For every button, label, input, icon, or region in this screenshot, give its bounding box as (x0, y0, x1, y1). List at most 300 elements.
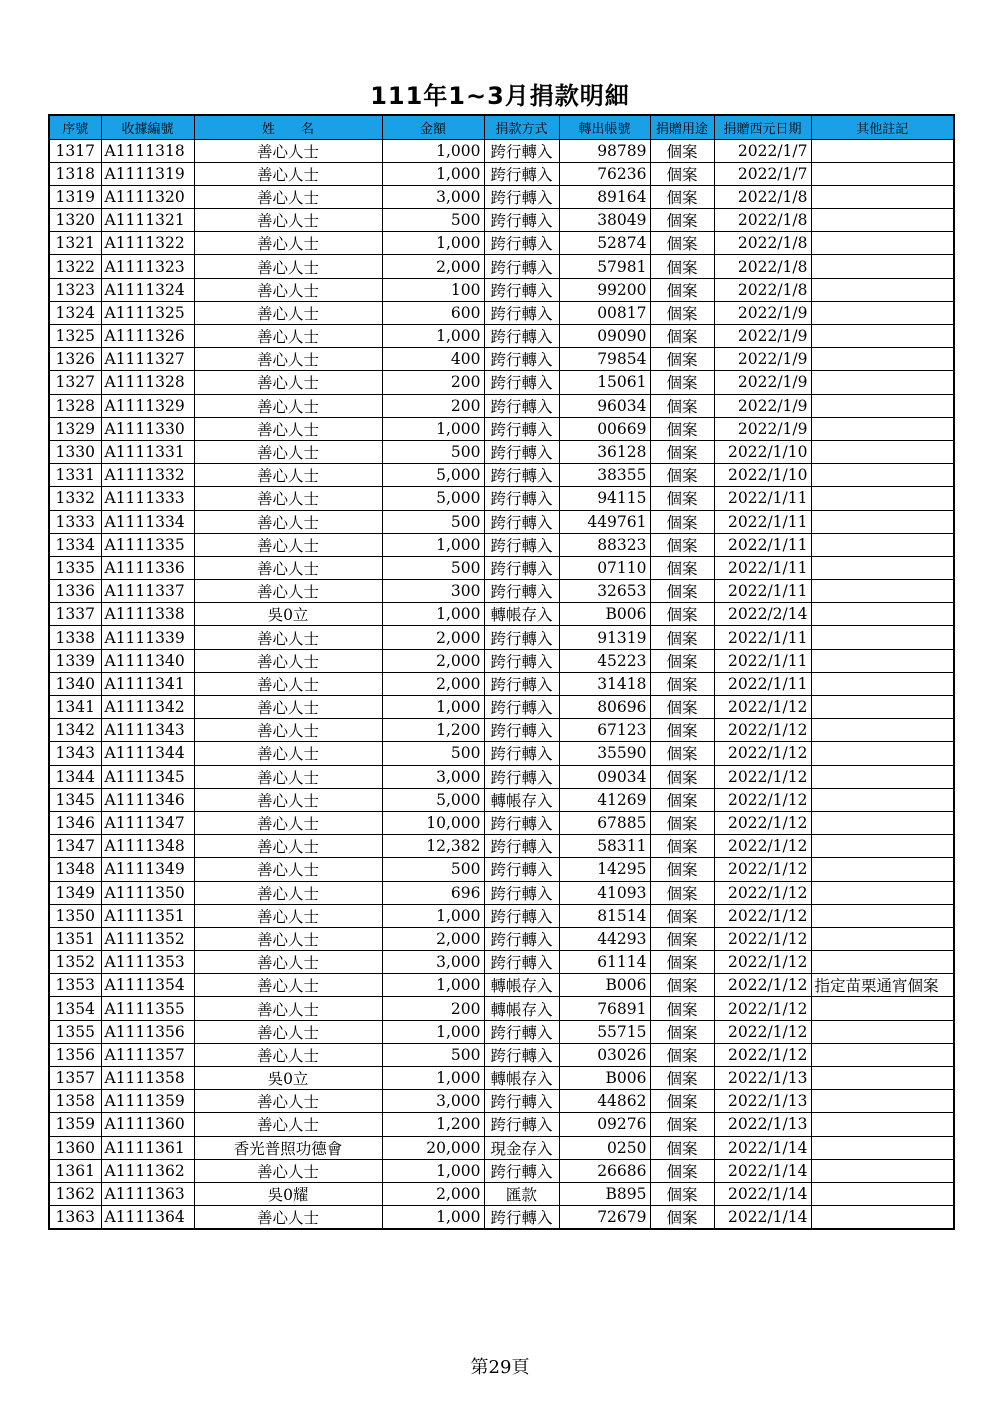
account-cell: 38355 (559, 464, 650, 487)
purpose-cell: 個案 (650, 348, 714, 371)
receipt-no-cell: A1111364 (101, 1206, 194, 1230)
table-row (49, 580, 954, 603)
date-cell: 2022/1/9 (714, 371, 811, 394)
amount-cell: 1,000 (382, 533, 484, 556)
purpose-cell: 個案 (650, 927, 714, 950)
receipt-no-cell: A1111350 (101, 881, 194, 904)
serial-cell: 1341 (49, 696, 101, 719)
date-cell: 2022/1/13 (714, 1113, 811, 1136)
name-cell: 善心人士 (194, 394, 382, 417)
name-cell: 善心人士 (194, 742, 382, 765)
table-row (49, 974, 954, 997)
table-row (49, 487, 954, 510)
amount-cell: 20,000 (382, 1136, 484, 1159)
amount-cell: 500 (382, 440, 484, 463)
account-cell: 00669 (559, 417, 650, 440)
receipt-no-cell: A1111323 (101, 255, 194, 278)
method-cell: 跨行轉入 (484, 1020, 559, 1043)
amount-cell: 1,000 (382, 974, 484, 997)
purpose-cell: 個案 (650, 417, 714, 440)
account-cell: 99200 (559, 278, 650, 301)
account-cell: 00817 (559, 301, 650, 324)
table-row (49, 811, 954, 834)
receipt-no-cell: A1111358 (101, 1067, 194, 1090)
method-cell: 轉帳存入 (484, 1067, 559, 1090)
amount-cell: 2,000 (382, 649, 484, 672)
receipt-no-cell: A1111356 (101, 1020, 194, 1043)
date-cell: 2022/1/14 (714, 1159, 811, 1182)
header-notes: 其他註記 (811, 115, 954, 139)
date-cell: 2022/1/11 (714, 556, 811, 579)
method-cell: 跨行轉入 (484, 394, 559, 417)
note-cell (811, 997, 954, 1020)
amount-cell: 12,382 (382, 835, 484, 858)
date-cell: 2022/1/13 (714, 1090, 811, 1113)
date-cell: 2022/1/8 (714, 185, 811, 208)
name-cell: 香光普照功德會 (194, 1136, 382, 1159)
receipt-no-cell: A1111361 (101, 1136, 194, 1159)
purpose-cell: 個案 (650, 232, 714, 255)
method-cell: 跨行轉入 (484, 556, 559, 579)
purpose-cell: 個案 (650, 951, 714, 974)
receipt-no-cell: A1111325 (101, 301, 194, 324)
note-cell (811, 927, 954, 950)
method-cell: 跨行轉入 (484, 1043, 559, 1066)
table-row (49, 1182, 954, 1205)
purpose-cell: 個案 (650, 1206, 714, 1230)
table-header-row (49, 115, 954, 139)
serial-cell: 1347 (49, 835, 101, 858)
purpose-cell: 個案 (650, 696, 714, 719)
header-account: 轉出帳號 (559, 115, 650, 139)
method-cell: 跨行轉入 (484, 301, 559, 324)
receipt-no-cell: A1111347 (101, 811, 194, 834)
date-cell: 2022/1/8 (714, 209, 811, 232)
name-cell: 善心人士 (194, 440, 382, 463)
name-cell: 善心人士 (194, 162, 382, 185)
serial-cell: 1319 (49, 185, 101, 208)
date-cell: 2022/1/8 (714, 278, 811, 301)
serial-cell: 1338 (49, 626, 101, 649)
date-cell: 2022/1/12 (714, 1043, 811, 1066)
serial-cell: 1323 (49, 278, 101, 301)
receipt-no-cell: A1111343 (101, 719, 194, 742)
method-cell: 轉帳存入 (484, 997, 559, 1020)
method-cell: 跨行轉入 (484, 626, 559, 649)
donation-table (48, 114, 955, 1230)
serial-cell: 1352 (49, 951, 101, 974)
account-cell: B895 (559, 1182, 650, 1205)
receipt-no-cell: A1111352 (101, 927, 194, 950)
purpose-cell: 個案 (650, 626, 714, 649)
purpose-cell: 個案 (650, 1159, 714, 1182)
account-cell: 38049 (559, 209, 650, 232)
method-cell: 跨行轉入 (484, 325, 559, 348)
table-row (49, 1020, 954, 1043)
receipt-no-cell: A1111337 (101, 580, 194, 603)
note-cell (811, 1067, 954, 1090)
purpose-cell: 個案 (650, 765, 714, 788)
name-cell: 善心人士 (194, 510, 382, 533)
amount-cell: 5,000 (382, 464, 484, 487)
name-cell: 善心人士 (194, 1113, 382, 1136)
table-row (49, 742, 954, 765)
account-cell: 14295 (559, 858, 650, 881)
serial-cell: 1332 (49, 487, 101, 510)
purpose-cell: 個案 (650, 1067, 714, 1090)
method-cell: 跨行轉入 (484, 649, 559, 672)
serial-cell: 1355 (49, 1020, 101, 1043)
table-row (49, 1159, 954, 1182)
date-cell: 2022/1/9 (714, 394, 811, 417)
receipt-no-cell: A1111339 (101, 626, 194, 649)
date-cell: 2022/1/11 (714, 510, 811, 533)
amount-cell: 3,000 (382, 1090, 484, 1113)
receipt-no-cell: A1111328 (101, 371, 194, 394)
receipt-no-cell: A1111348 (101, 835, 194, 858)
receipt-no-cell: A1111353 (101, 951, 194, 974)
table-row (49, 348, 954, 371)
method-cell: 跨行轉入 (484, 348, 559, 371)
purpose-cell: 個案 (650, 464, 714, 487)
name-cell: 善心人士 (194, 487, 382, 510)
purpose-cell: 個案 (650, 255, 714, 278)
table-row (49, 696, 954, 719)
receipt-no-cell: A1111346 (101, 788, 194, 811)
header-date: 捐贈西元日期 (714, 115, 811, 139)
amount-cell: 1,000 (382, 417, 484, 440)
amount-cell: 3,000 (382, 951, 484, 974)
receipt-no-cell: A1111324 (101, 278, 194, 301)
account-cell: 32653 (559, 580, 650, 603)
name-cell: 善心人士 (194, 1043, 382, 1066)
purpose-cell: 個案 (650, 1020, 714, 1043)
receipt-no-cell: A1111318 (101, 139, 194, 162)
serial-cell: 1328 (49, 394, 101, 417)
note-cell: 指定苗栗通宵個案 (811, 974, 954, 997)
receipt-no-cell: A1111326 (101, 325, 194, 348)
purpose-cell: 個案 (650, 556, 714, 579)
table-row (49, 904, 954, 927)
amount-cell: 1,000 (382, 1159, 484, 1182)
receipt-no-cell: A1111336 (101, 556, 194, 579)
name-cell: 善心人士 (194, 858, 382, 881)
method-cell: 跨行轉入 (484, 904, 559, 927)
serial-cell: 1334 (49, 533, 101, 556)
table-row (49, 325, 954, 348)
purpose-cell: 個案 (650, 301, 714, 324)
note-cell (811, 1206, 954, 1230)
note-cell (811, 255, 954, 278)
account-cell: 15061 (559, 371, 650, 394)
account-cell: 67885 (559, 811, 650, 834)
amount-cell: 500 (382, 209, 484, 232)
account-cell: 41093 (559, 881, 650, 904)
note-cell (811, 232, 954, 255)
serial-cell: 1325 (49, 325, 101, 348)
receipt-no-cell: A1111341 (101, 672, 194, 695)
table-row (49, 997, 954, 1020)
serial-cell: 1322 (49, 255, 101, 278)
table-row (49, 1113, 954, 1136)
account-cell: 88323 (559, 533, 650, 556)
method-cell: 跨行轉入 (484, 1090, 559, 1113)
page-title: 111年1~3月捐款明細 (370, 82, 630, 110)
table-row (49, 533, 954, 556)
date-cell: 2022/1/9 (714, 301, 811, 324)
name-cell: 善心人士 (194, 1020, 382, 1043)
purpose-cell: 個案 (650, 974, 714, 997)
table-row (49, 301, 954, 324)
account-cell: 61114 (559, 951, 650, 974)
amount-cell: 3,000 (382, 185, 484, 208)
note-cell (811, 835, 954, 858)
name-cell: 善心人士 (194, 765, 382, 788)
name-cell: 善心人士 (194, 927, 382, 950)
purpose-cell: 個案 (650, 1043, 714, 1066)
account-cell: 31418 (559, 672, 650, 695)
purpose-cell: 個案 (650, 858, 714, 881)
purpose-cell: 個案 (650, 904, 714, 927)
date-cell: 2022/1/11 (714, 533, 811, 556)
account-cell: 98789 (559, 139, 650, 162)
account-cell: 80696 (559, 696, 650, 719)
note-cell (811, 1090, 954, 1113)
note-cell (811, 811, 954, 834)
name-cell: 善心人士 (194, 580, 382, 603)
receipt-no-cell: A1111344 (101, 742, 194, 765)
note-cell (811, 510, 954, 533)
amount-cell: 300 (382, 580, 484, 603)
note-cell (811, 719, 954, 742)
note-cell (811, 1113, 954, 1136)
table-row (49, 417, 954, 440)
note-cell (811, 951, 954, 974)
purpose-cell: 個案 (650, 1182, 714, 1205)
account-cell: 26686 (559, 1159, 650, 1182)
date-cell: 2022/1/10 (714, 440, 811, 463)
name-cell: 善心人士 (194, 209, 382, 232)
note-cell (811, 788, 954, 811)
name-cell: 善心人士 (194, 301, 382, 324)
table-row (49, 510, 954, 533)
account-cell: 96034 (559, 394, 650, 417)
method-cell: 跨行轉入 (484, 858, 559, 881)
serial-cell: 1349 (49, 881, 101, 904)
account-cell: 44862 (559, 1090, 650, 1113)
account-cell: 36128 (559, 440, 650, 463)
account-cell: 09090 (559, 325, 650, 348)
amount-cell: 2,000 (382, 1182, 484, 1205)
serial-cell: 1360 (49, 1136, 101, 1159)
method-cell: 跨行轉入 (484, 533, 559, 556)
name-cell: 善心人士 (194, 672, 382, 695)
receipt-no-cell: A1111320 (101, 185, 194, 208)
amount-cell: 5,000 (382, 487, 484, 510)
name-cell: 善心人士 (194, 255, 382, 278)
table-row (49, 672, 954, 695)
note-cell (811, 881, 954, 904)
table-row (49, 464, 954, 487)
amount-cell: 1,200 (382, 1113, 484, 1136)
serial-cell: 1330 (49, 440, 101, 463)
amount-cell: 500 (382, 510, 484, 533)
note-cell (811, 1043, 954, 1066)
date-cell: 2022/1/13 (714, 1067, 811, 1090)
table-row (49, 139, 954, 162)
table-row (49, 1090, 954, 1113)
note-cell (811, 1020, 954, 1043)
account-cell: B006 (559, 1067, 650, 1090)
receipt-no-cell: A1111322 (101, 232, 194, 255)
method-cell: 跨行轉入 (484, 1113, 559, 1136)
purpose-cell: 個案 (650, 139, 714, 162)
table-row (49, 881, 954, 904)
account-cell: B006 (559, 603, 650, 626)
table-row (49, 278, 954, 301)
date-cell: 2022/1/14 (714, 1136, 811, 1159)
account-cell: 44293 (559, 927, 650, 950)
method-cell: 跨行轉入 (484, 139, 559, 162)
note-cell (811, 580, 954, 603)
account-cell: 67123 (559, 719, 650, 742)
name-cell: 善心人士 (194, 951, 382, 974)
date-cell: 2022/1/12 (714, 835, 811, 858)
serial-cell: 1335 (49, 556, 101, 579)
account-cell: 72679 (559, 1206, 650, 1230)
date-cell: 2022/1/12 (714, 974, 811, 997)
serial-cell: 1363 (49, 1206, 101, 1230)
note-cell (811, 626, 954, 649)
serial-cell: 1348 (49, 858, 101, 881)
date-cell: 2022/1/12 (714, 788, 811, 811)
account-cell: 94115 (559, 487, 650, 510)
name-cell: 善心人士 (194, 278, 382, 301)
note-cell (811, 278, 954, 301)
serial-cell: 1326 (49, 348, 101, 371)
amount-cell: 2,000 (382, 672, 484, 695)
serial-cell: 1329 (49, 417, 101, 440)
date-cell: 2022/1/7 (714, 162, 811, 185)
table-row (49, 232, 954, 255)
note-cell (811, 487, 954, 510)
date-cell: 2022/1/14 (714, 1182, 811, 1205)
table-row (49, 626, 954, 649)
amount-cell: 1,200 (382, 719, 484, 742)
purpose-cell: 個案 (650, 533, 714, 556)
header-name: 姓 名 (194, 115, 382, 139)
amount-cell: 2,000 (382, 927, 484, 950)
receipt-no-cell: A1111351 (101, 904, 194, 927)
amount-cell: 696 (382, 881, 484, 904)
amount-cell: 1,000 (382, 904, 484, 927)
account-cell: B006 (559, 974, 650, 997)
purpose-cell: 個案 (650, 1113, 714, 1136)
receipt-no-cell: A1111345 (101, 765, 194, 788)
method-cell: 跨行轉入 (484, 209, 559, 232)
note-cell (811, 672, 954, 695)
amount-cell: 1,000 (382, 1020, 484, 1043)
purpose-cell: 個案 (650, 440, 714, 463)
serial-cell: 1354 (49, 997, 101, 1020)
table-row (49, 209, 954, 232)
note-cell (811, 417, 954, 440)
name-cell: 善心人士 (194, 626, 382, 649)
header-method: 捐款方式 (484, 115, 559, 139)
serial-cell: 1336 (49, 580, 101, 603)
date-cell: 2022/1/9 (714, 417, 811, 440)
receipt-no-cell: A1111334 (101, 510, 194, 533)
name-cell: 善心人士 (194, 719, 382, 742)
receipt-no-cell: A1111335 (101, 533, 194, 556)
account-cell: 57981 (559, 255, 650, 278)
receipt-no-cell: A1111329 (101, 394, 194, 417)
date-cell: 2022/1/11 (714, 580, 811, 603)
serial-cell: 1353 (49, 974, 101, 997)
name-cell: 善心人士 (194, 649, 382, 672)
table-row (49, 440, 954, 463)
note-cell (811, 765, 954, 788)
amount-cell: 2,000 (382, 255, 484, 278)
method-cell: 跨行轉入 (484, 719, 559, 742)
receipt-no-cell: A1111332 (101, 464, 194, 487)
note-cell (811, 139, 954, 162)
date-cell: 2022/1/12 (714, 927, 811, 950)
note-cell (811, 185, 954, 208)
amount-cell: 500 (382, 742, 484, 765)
table-row (49, 719, 954, 742)
name-cell: 善心人士 (194, 788, 382, 811)
note-cell (811, 301, 954, 324)
method-cell: 跨行轉入 (484, 835, 559, 858)
method-cell: 跨行轉入 (484, 811, 559, 834)
method-cell: 跨行轉入 (484, 580, 559, 603)
account-cell: 58311 (559, 835, 650, 858)
purpose-cell: 個案 (650, 371, 714, 394)
serial-cell: 1350 (49, 904, 101, 927)
serial-cell: 1337 (49, 603, 101, 626)
serial-cell: 1321 (49, 232, 101, 255)
table-row (49, 835, 954, 858)
method-cell: 現金存入 (484, 1136, 559, 1159)
receipt-no-cell: A1111327 (101, 348, 194, 371)
note-cell (811, 209, 954, 232)
account-cell: 81514 (559, 904, 650, 927)
purpose-cell: 個案 (650, 649, 714, 672)
note-cell (811, 603, 954, 626)
table-row (49, 788, 954, 811)
receipt-no-cell: A1111342 (101, 696, 194, 719)
table-row (49, 255, 954, 278)
purpose-cell: 個案 (650, 162, 714, 185)
name-cell: 善心人士 (194, 325, 382, 348)
receipt-no-cell: A1111340 (101, 649, 194, 672)
receipt-no-cell: A1111355 (101, 997, 194, 1020)
account-cell: 76236 (559, 162, 650, 185)
date-cell: 2022/1/11 (714, 487, 811, 510)
name-cell: 善心人士 (194, 974, 382, 997)
date-cell: 2022/1/12 (714, 858, 811, 881)
serial-cell: 1317 (49, 139, 101, 162)
method-cell: 跨行轉入 (484, 1159, 559, 1182)
date-cell: 2022/1/12 (714, 1020, 811, 1043)
amount-cell: 1,000 (382, 696, 484, 719)
amount-cell: 200 (382, 371, 484, 394)
note-cell (811, 325, 954, 348)
purpose-cell: 個案 (650, 997, 714, 1020)
method-cell: 跨行轉入 (484, 162, 559, 185)
date-cell: 2022/1/8 (714, 232, 811, 255)
